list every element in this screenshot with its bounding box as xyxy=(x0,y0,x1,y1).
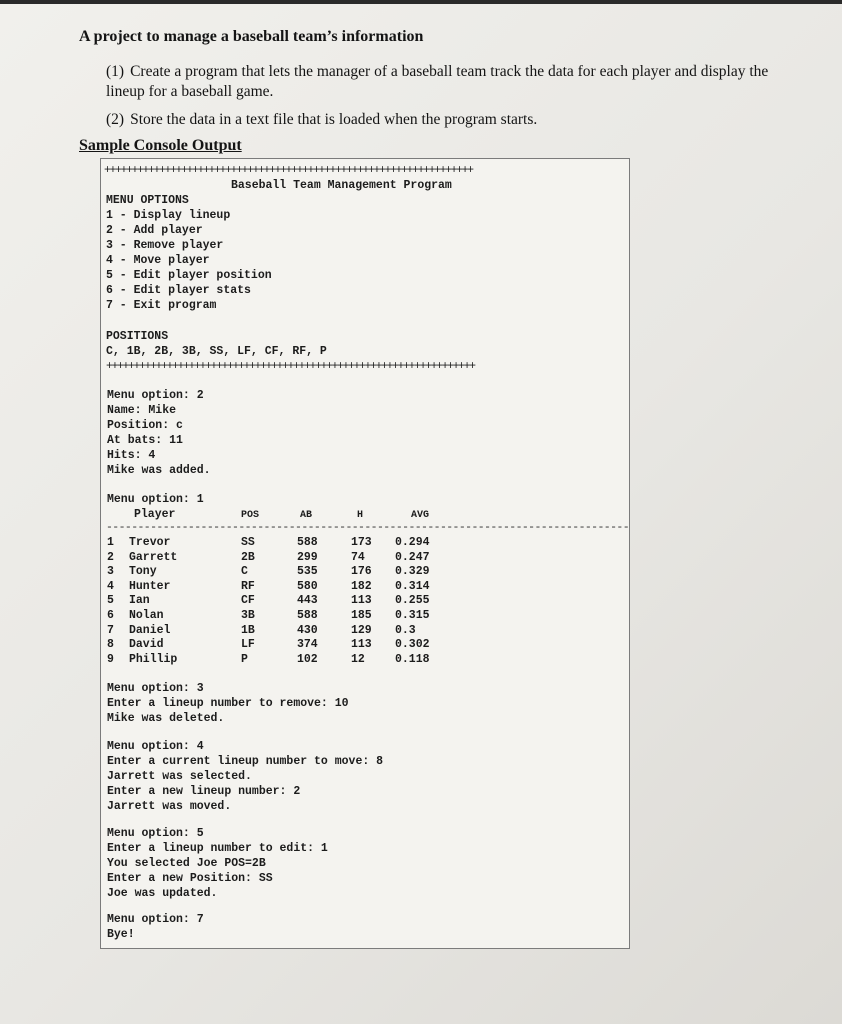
header-pos: POS xyxy=(241,510,260,521)
lineup-number: 1 xyxy=(107,536,114,549)
player-name: Tony xyxy=(129,565,157,579)
player-name: David xyxy=(129,638,164,652)
requirement-1 xyxy=(106,62,796,102)
console-line: At bats: 11 xyxy=(107,434,183,447)
lineup-row xyxy=(107,580,455,595)
console-line: Menu option: 2 xyxy=(107,389,204,402)
player-hits: 176 xyxy=(351,565,372,579)
console-line: Menu option: 1 xyxy=(107,493,204,506)
lineup-number: 7 xyxy=(107,623,114,637)
player-position: 2B xyxy=(241,550,255,564)
requirement-number: (2) xyxy=(106,111,125,128)
requirement-2 xyxy=(106,110,796,130)
lineup-row xyxy=(107,653,455,668)
player-at-bats: 588 xyxy=(297,536,318,549)
player-name: Nolan xyxy=(129,608,164,622)
player-hits: 173 xyxy=(351,536,372,549)
player-at-bats: 299 xyxy=(297,550,318,564)
player-name: Daniel xyxy=(129,623,171,637)
player-name: Ian xyxy=(129,594,150,608)
console-line: Enter a lineup number to remove: 10 xyxy=(107,697,349,710)
console-line: Hits: 4 xyxy=(107,449,156,462)
player-hits: 74 xyxy=(351,550,365,564)
menu-item: 5 - Edit player position xyxy=(106,269,272,282)
console-line: Enter a new Position: SS xyxy=(107,872,273,885)
console-line: Mike was added. xyxy=(107,464,211,477)
player-hits: 185 xyxy=(351,608,372,622)
player-name: Garrett xyxy=(129,550,178,564)
console-line: Jarrett was selected. xyxy=(107,770,252,783)
player-position: 3B xyxy=(241,608,255,622)
lineup-number: 9 xyxy=(107,652,114,666)
player-position: SS xyxy=(241,536,255,549)
lineup-number: 6 xyxy=(107,608,114,622)
player-hits: 113 xyxy=(351,594,372,608)
player-hits: 12 xyxy=(351,652,365,666)
player-name: Trevor xyxy=(129,536,171,549)
lineup-row xyxy=(107,594,455,609)
player-at-bats: 374 xyxy=(297,638,318,652)
header-h: H xyxy=(357,510,364,521)
player-at-bats: 102 xyxy=(297,652,318,666)
console-line: Bye! xyxy=(107,928,135,941)
player-position: P xyxy=(241,652,248,666)
player-at-bats: 588 xyxy=(297,608,318,622)
player-average: 0.255 xyxy=(395,594,430,608)
lineup-row xyxy=(107,536,455,551)
console-line: Enter a new lineup number: 2 xyxy=(107,785,301,798)
player-average: 0.315 xyxy=(395,608,430,622)
lineup-number: 8 xyxy=(107,638,114,652)
console-line: Position: c xyxy=(107,419,183,432)
player-hits: 129 xyxy=(351,623,372,637)
requirement-text: Store the data in a text file that is loaded when the program starts. xyxy=(130,111,538,128)
program-title: Baseball Team Management Program xyxy=(231,179,452,192)
console-line: Name: Mike xyxy=(107,404,177,417)
menu-item: 7 - Exit program xyxy=(106,299,217,312)
player-position: 1B xyxy=(241,623,255,637)
menu-item: 3 - Remove player xyxy=(106,239,224,252)
menu-item: 1 - Display lineup xyxy=(106,209,231,222)
lineup-row xyxy=(107,551,455,566)
player-average: 0.329 xyxy=(395,565,430,579)
console-line: Enter a lineup number to edit: 1 xyxy=(107,842,328,855)
plus-divider-bottom: +++++++++++++++++++++++++++++++++++++++++++++++++++++++++++++++++++ xyxy=(106,360,475,373)
lineup-table-body xyxy=(107,536,455,667)
lineup-number: 3 xyxy=(107,565,114,579)
player-average: 0.314 xyxy=(395,579,430,593)
player-hits: 182 xyxy=(351,579,372,593)
player-at-bats: 580 xyxy=(297,579,318,593)
positions-heading: POSITIONS xyxy=(106,330,169,343)
requirement-text: Create a program that lets the manager of a baseball team track the data for each player and display the lineup for a baseball game. xyxy=(106,63,769,100)
player-average: 0.302 xyxy=(395,638,430,652)
lineup-row xyxy=(107,565,455,580)
header-avg: AVG xyxy=(411,510,430,521)
lineup-row xyxy=(107,624,455,639)
lineup-row xyxy=(107,638,455,653)
lineup-row xyxy=(107,609,455,624)
player-position: C xyxy=(241,565,248,579)
player-name: Hunter xyxy=(129,579,171,593)
header-ab: AB xyxy=(300,510,313,521)
menu-item: 2 - Add player xyxy=(106,224,203,237)
player-position: RF xyxy=(241,579,255,593)
console-output-box xyxy=(100,158,630,949)
console-line: Mike was deleted. xyxy=(107,712,225,725)
menu-item: 4 - Move player xyxy=(106,254,210,267)
lineup-table xyxy=(107,536,455,667)
player-average: 0.247 xyxy=(395,550,430,564)
lineup-number: 5 xyxy=(107,594,114,608)
console-line: Enter a current lineup number to move: 8 xyxy=(107,755,384,768)
player-average: 0.3 xyxy=(395,623,416,637)
plus-divider-top: +++++++++++++++++++++++++++++++++++++++++++++++++++++++++++++++++++ xyxy=(104,164,473,177)
console-line: Jarrett was moved. xyxy=(107,800,232,813)
lineup-number: 2 xyxy=(107,550,114,564)
header-player: Player xyxy=(134,508,176,521)
dash-divider: ----------------------------------------------------------------------------------- xyxy=(106,521,629,534)
player-position: LF xyxy=(241,638,255,652)
player-at-bats: 443 xyxy=(297,594,318,608)
player-hits: 113 xyxy=(351,638,372,652)
player-average: 0.118 xyxy=(395,652,430,666)
player-at-bats: 430 xyxy=(297,623,318,637)
console-line: Joe was updated. xyxy=(107,887,218,900)
player-name: Phillip xyxy=(129,652,178,666)
player-average: 0.294 xyxy=(395,536,430,549)
player-at-bats: 535 xyxy=(297,565,318,579)
sample-output-heading: Sample Console Output xyxy=(79,137,242,154)
console-line: You selected Joe POS=2B xyxy=(107,857,266,870)
player-position: CF xyxy=(241,594,255,608)
menu-item: 6 - Edit player stats xyxy=(106,284,251,297)
menu-heading: MENU OPTIONS xyxy=(106,194,189,207)
lineup-number: 4 xyxy=(107,579,114,593)
requirement-number: (1) xyxy=(106,63,125,80)
console-line: Menu option: 7 xyxy=(107,913,204,926)
console-line: Menu option: 4 xyxy=(107,740,204,753)
console-line: Menu option: 5 xyxy=(107,827,204,840)
console-line: Menu option: 3 xyxy=(107,682,204,695)
page-title: A project to manage a baseball team’s information xyxy=(79,28,424,45)
positions-list: C, 1B, 2B, 3B, SS, LF, CF, RF, P xyxy=(106,345,327,358)
